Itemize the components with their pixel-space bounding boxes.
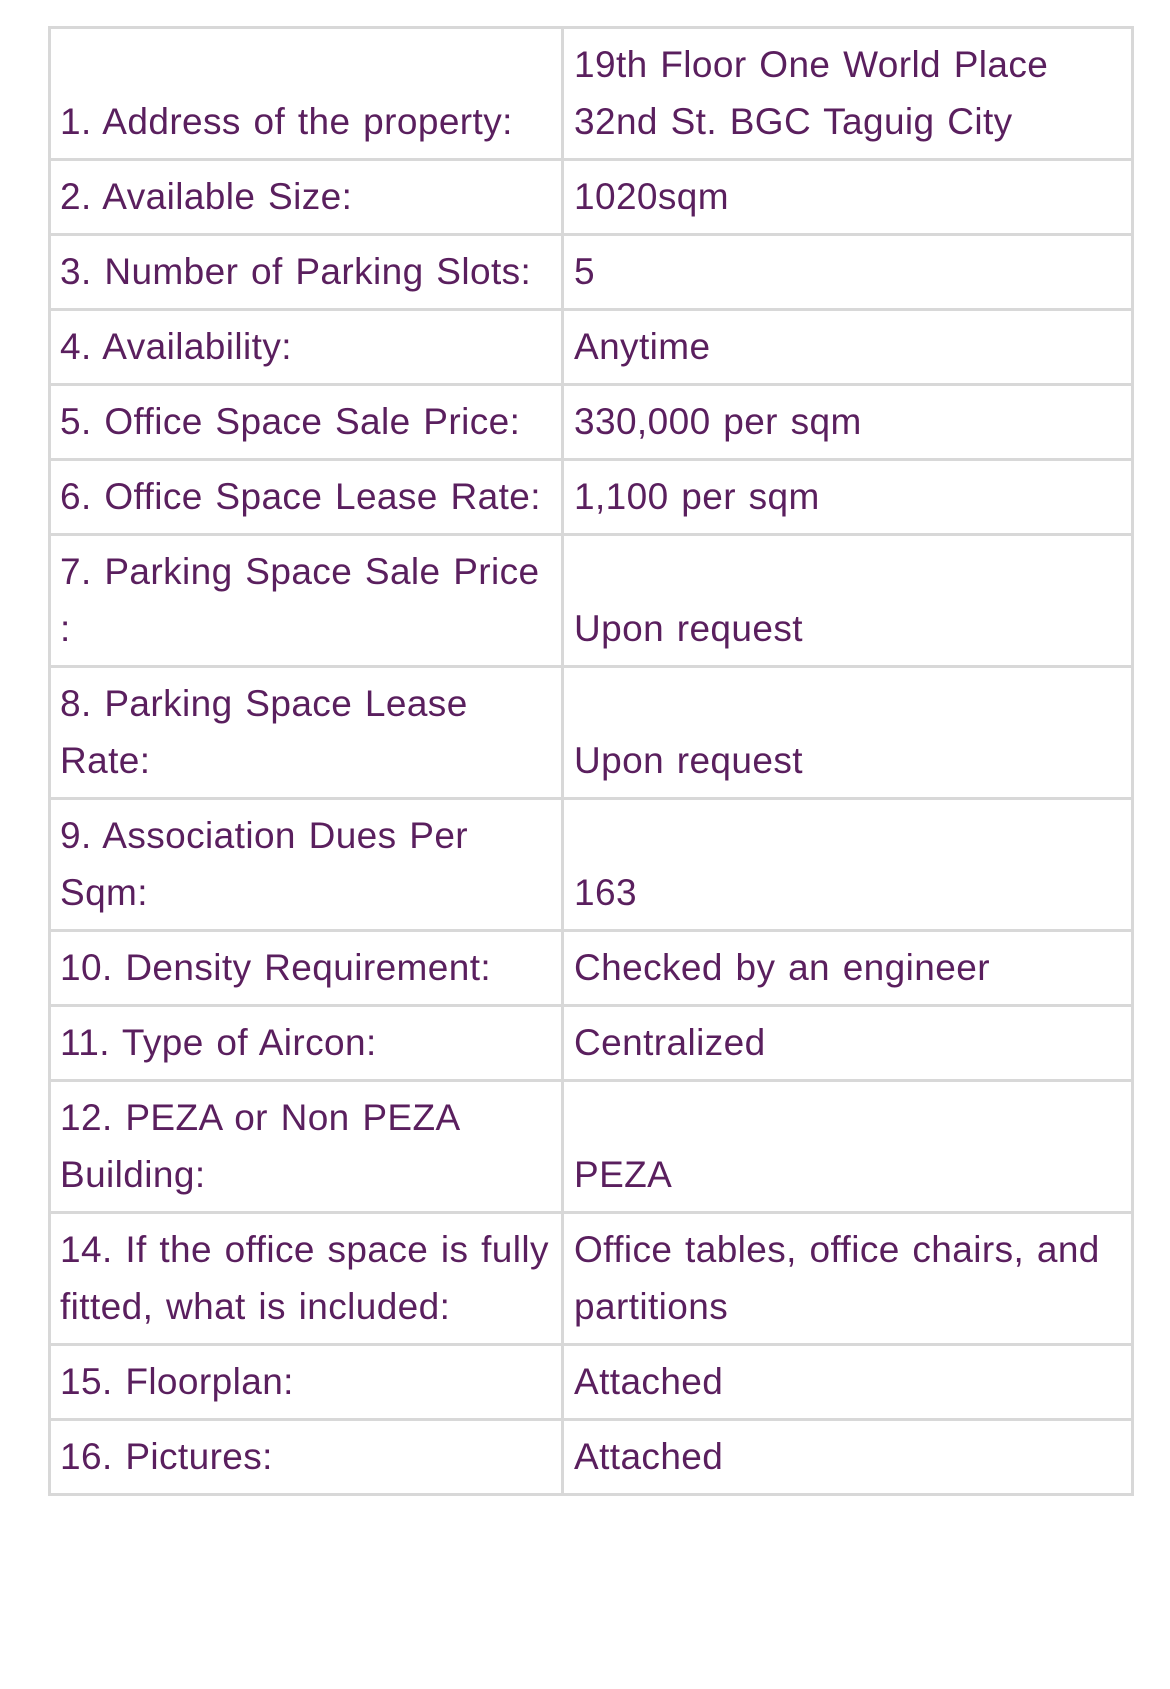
table-row bbox=[51, 668, 1134, 800]
table-row bbox=[51, 29, 1134, 161]
table-row bbox=[51, 932, 1134, 1007]
table-row bbox=[51, 1214, 1134, 1346]
row-label-parking-sale-price: 7. Parking Space Sale Price : bbox=[51, 536, 564, 668]
row-label-peza-status: 12. PEZA or Non PEZA Building: bbox=[51, 1082, 564, 1214]
row-label-office-lease-rate: 6. Office Space Lease Rate: bbox=[51, 461, 564, 536]
row-label-available-size: 2. Available Size: bbox=[51, 161, 564, 236]
table-row bbox=[51, 461, 1134, 536]
row-label-parking-lease-rate: 8. Parking Space Lease Rate: bbox=[51, 668, 564, 800]
row-label-floorplan: 15. Floorplan: bbox=[51, 1346, 564, 1421]
row-value-parking-lease-rate: Upon request bbox=[564, 668, 1134, 800]
table-row bbox=[51, 1346, 1134, 1421]
row-value-pictures: Attached bbox=[564, 1421, 1134, 1496]
row-value-availability: Anytime bbox=[564, 311, 1134, 386]
table-row bbox=[51, 386, 1134, 461]
row-value-office-sale-price: 330,000 per sqm bbox=[564, 386, 1134, 461]
table-row bbox=[51, 1007, 1134, 1082]
row-value-aircon-type: Centralized bbox=[564, 1007, 1134, 1082]
row-value-association-dues: 163 bbox=[564, 800, 1134, 932]
row-value-parking-sale-price: Upon request bbox=[564, 536, 1134, 668]
row-label-availability: 4. Availability: bbox=[51, 311, 564, 386]
row-label-office-sale-price: 5. Office Space Sale Price: bbox=[51, 386, 564, 461]
row-value-office-lease-rate: 1,100 per sqm bbox=[564, 461, 1134, 536]
row-label-fit-out-inclusions: 14. If the office space is fully fitted, what is included: bbox=[51, 1214, 564, 1346]
property-details-sheet bbox=[48, 26, 1131, 1496]
table-row bbox=[51, 161, 1134, 236]
row-label-address: 1. Address of the property: bbox=[51, 29, 564, 161]
table-row bbox=[51, 1421, 1134, 1496]
table-row bbox=[51, 236, 1134, 311]
row-value-fit-out-inclusions: Office tables, office chairs, and partitions bbox=[564, 1214, 1134, 1346]
row-value-peza-status: PEZA bbox=[564, 1082, 1134, 1214]
row-value-available-size: 1020sqm bbox=[564, 161, 1134, 236]
row-label-aircon-type: 11. Type of Aircon: bbox=[51, 1007, 564, 1082]
row-value-density-requirement: Checked by an engineer bbox=[564, 932, 1134, 1007]
row-label-pictures: 16. Pictures: bbox=[51, 1421, 564, 1496]
row-label-density-requirement: 10. Density Requirement: bbox=[51, 932, 564, 1007]
property-details-table bbox=[48, 26, 1134, 1496]
table-row bbox=[51, 311, 1134, 386]
row-value-floorplan: Attached bbox=[564, 1346, 1134, 1421]
row-value-parking-slots: 5 bbox=[564, 236, 1134, 311]
row-label-parking-slots: 3. Number of Parking Slots: bbox=[51, 236, 564, 311]
table-row bbox=[51, 800, 1134, 932]
row-label-association-dues: 9. Association Dues Per Sqm: bbox=[51, 800, 564, 932]
table-row bbox=[51, 536, 1134, 668]
table-row bbox=[51, 1082, 1134, 1214]
row-value-address: 19th Floor One World Place 32nd St. BGC Taguig City bbox=[564, 29, 1134, 161]
